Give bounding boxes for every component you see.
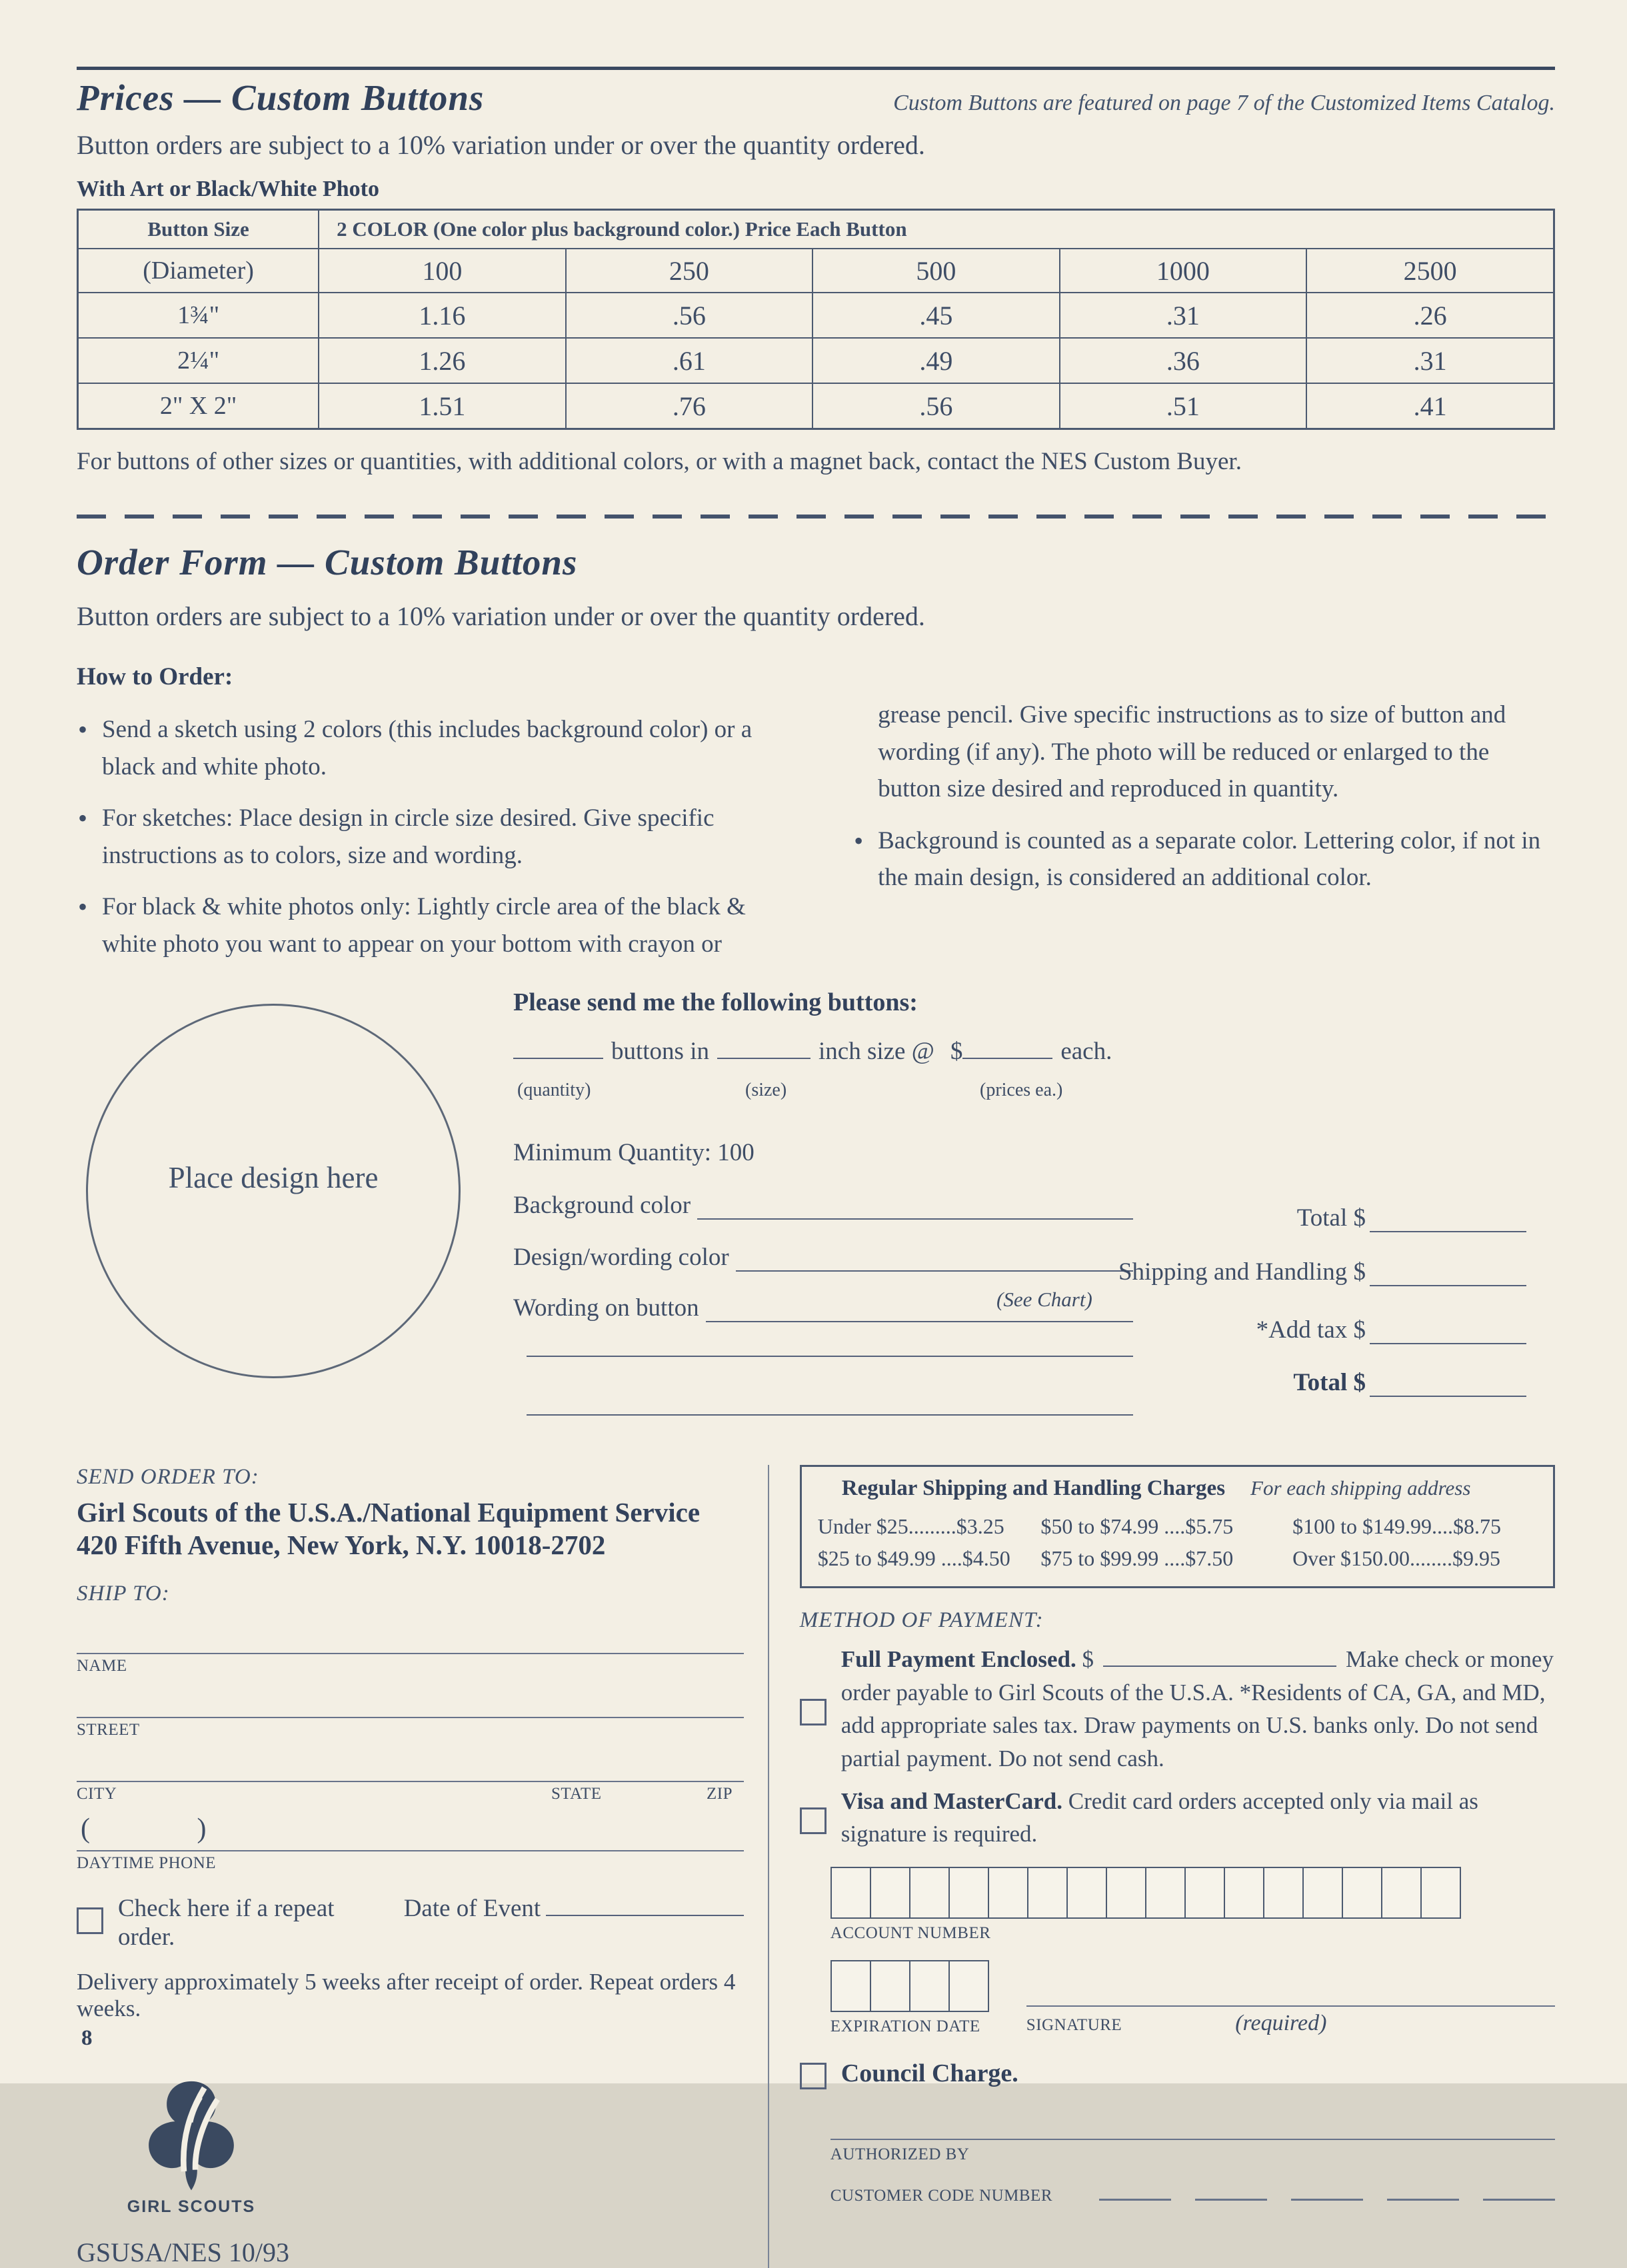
phone-blank[interactable] [77,1813,744,1851]
howto-bullet: • Send a sketch using 2 colors (this includes background color) or a black and white photo. [77,711,766,785]
qty-1000: 1000 [1060,249,1307,293]
price-cell: .61 [566,338,813,383]
authorized-by-label: AUTHORIZED BY [830,2145,970,2164]
repeat-order-label: Check here if a repeat order. [118,1895,335,1951]
sub-label-size: (size) [745,1080,787,1100]
sub-label-prices: (prices ea.) [980,1080,1063,1100]
design-circle-label: Place design here [168,1161,379,1194]
price-cell: 1.26 [319,338,566,383]
table-row [78,383,1554,429]
phone-field [77,1813,744,1873]
visa-mastercard-checkbox[interactable] [800,1807,826,1834]
howto-right-column [852,696,1555,962]
council-charge-checkbox[interactable] [800,2063,826,2089]
background-color-label: Background color [513,1192,691,1219]
how-to-order-heading: How to Order: [77,663,233,690]
shipping-blank[interactable] [1370,1258,1526,1286]
how-to-order-columns [77,696,1555,962]
date-of-event-blank[interactable] [546,1890,744,1916]
council-charge-label: Council Charge. [840,2059,1018,2088]
wording-label: Wording on button [513,1294,699,1322]
design-color-label: Design/wording color [513,1244,729,1271]
street-label: STREET [77,1721,140,1739]
customer-code-block [830,2187,1555,2205]
design-placement-circle[interactable] [86,1004,461,1378]
price-cell: .51 [1060,383,1307,429]
price-cell: .26 [1306,293,1554,338]
variation-note: Button orders are subject to a 10% variation under or over the quantity ordered. [77,130,925,160]
each-text: each. [1060,1037,1112,1065]
grand-total-row [996,1368,1526,1397]
howto-bullet: • For black & white photos only: Lightly circle area of the black & white photo you want to appear on your bottom with crayon or [77,888,766,962]
page-number: 8 [81,2026,93,2050]
howto-left-column [77,696,766,962]
name-field [77,1617,744,1676]
col-button-size: Button Size [78,210,319,249]
price-cell: .45 [813,293,1059,338]
full-payment-checkbox[interactable] [800,1699,826,1725]
grand-total-label: Total $ [1293,1369,1366,1396]
total-row [996,1204,1526,1232]
shipping-label: Shipping and Handling $ [1118,1258,1366,1286]
charge-item: $25 to $49.99 ....$4.50 [817,1546,1010,1570]
price-cell: 1.16 [319,293,566,338]
shipping-charges-grid [818,1510,1537,1574]
howto-bullet: • Background is counted as a separate color. Lettering color, if not in the main design, is considered an additional color. [852,822,1555,896]
expiration-block [830,1960,989,2036]
bottom-section [77,1465,1555,2268]
paren-open: ( [81,1813,90,1845]
table-header-row [78,210,1554,249]
city-state-zip-labels [77,1785,744,1807]
payment-column [800,1465,1555,2268]
expiration-date-boxes[interactable] [830,1960,989,2012]
name-blank[interactable] [77,1617,744,1654]
price-cell: .36 [1060,338,1307,383]
order-form-title: Order Form — Custom Buttons [77,542,578,582]
totals-column [996,1204,1526,1397]
org-address: 420 Fifth Avenue, New York, N.Y. 10018-2702 [77,1530,606,1561]
full-payment-option [800,1642,1555,1775]
price-cell: .76 [566,383,813,429]
paren-close: ) [197,1813,207,1845]
girl-scouts-trefoil-icon [141,2078,241,2193]
visa-mastercard-text [841,1785,1555,1851]
column-divider [768,1465,769,2268]
table-quantity-row [78,249,1554,293]
customer-code-dashes[interactable] [1075,2195,1555,2201]
price-cell: .41 [1306,383,1554,429]
customer-code-label: CUSTOMER CODE NUMBER [830,2187,1052,2205]
price-table-heading: With Art or Black/White Photo [77,177,379,201]
city-label: CITY [77,1785,117,1803]
date-of-event-label: Date of Event [403,1895,541,1923]
signature-blank[interactable] [1026,1979,1555,2007]
city-state-zip-blank[interactable] [77,1745,744,1782]
shipping-box-title: Regular Shipping and Handling Charges [841,1476,1226,1500]
full-payment-label: Full Payment Enclosed. [840,1646,1076,1672]
shipping-row [996,1258,1526,1286]
account-number-label: ACCOUNT NUMBER [830,1924,991,1943]
qty-100: 100 [319,249,566,293]
full-payment-dollar: $ [1082,1646,1094,1672]
quantity-blank[interactable] [513,1032,603,1059]
method-of-payment-heading: METHOD OF PAYMENT: [799,1608,1044,1632]
charge-item: Under $25.........$3.25 [817,1514,1004,1538]
add-tax-blank[interactable] [1370,1316,1526,1344]
howto-continuation: grease pencil. Give specific instructions as to size of button and wording (if any). The photo will be reduced or enlarged to the button size desired and reproduced in quantity. [878,701,1506,802]
col-2color-header: 2 COLOR (One color plus background color.) Price Each Button [319,210,1554,249]
request-heading: Please send me the following buttons: [513,988,918,1016]
street-blank[interactable] [77,1681,744,1718]
grand-total-blank[interactable] [1370,1369,1526,1397]
zip-label: ZIP [707,1785,733,1803]
org-name: Girl Scouts of the U.S.A./National Equipment Service [77,1497,701,1528]
charge-item: $100 to $149.99....$8.75 [1292,1514,1501,1538]
expiration-date-label: EXPIRATION DATE [830,2017,980,2036]
name-label: NAME [77,1657,127,1676]
girl-scouts-logo-text: GIRL SCOUTS [127,2197,256,2217]
signature-required-note: (required) [1235,2011,1327,2036]
total-blank[interactable] [1370,1204,1526,1232]
qty-2500: 2500 [1306,249,1554,293]
sub-label-quantity: (quantity) [517,1080,591,1100]
size-cell: 2¼" [78,338,319,383]
price-cell: .56 [813,383,1059,429]
account-number-boxes[interactable] [830,1867,1555,1919]
shipping-box-title-row [818,1476,1537,1501]
price-cell: 1.51 [319,383,566,429]
add-tax-row [996,1316,1526,1344]
visa-mastercard-body: Credit card orders accepted only via mail as signature is required. [840,1787,1478,1847]
price-cell: .31 [1060,293,1307,338]
table-row [78,293,1554,338]
expiration-signature-row [830,1960,1555,2036]
prices-title-row [77,77,1555,119]
minimum-quantity: Minimum Quantity: 100 [513,1139,755,1166]
authorized-by-block [830,2119,1555,2164]
full-payment-body: Make check or money order payable to Girl Scouts of the U.S.A. *Residents of CA, GA, and MD, add appropriate sales tax. Draw payments on U.S. banks only. Do not send partial payment. Do not send cash. [840,1646,1554,1772]
price-cell: .56 [566,293,813,338]
quantity-line [513,1032,1112,1066]
city-state-zip-field [77,1745,744,1807]
top-rule [77,67,1555,70]
state-label: STATE [551,1785,602,1803]
shipping-charges-box [800,1465,1555,1588]
price-cell: .31 [1306,338,1554,383]
send-order-column [77,1465,744,2268]
request-form-section [77,974,1555,1456]
full-payment-text [841,1642,1555,1775]
table-row [78,338,1554,383]
dollar-sign: $ [950,1037,963,1065]
phone-label: DAYTIME PHONE [77,1854,217,1873]
diameter-label: (Diameter) [78,249,319,293]
charge-item: $50 to $74.99 ....$5.75 [1040,1514,1234,1538]
inch-size-text: inch size @ [818,1037,934,1065]
signature-label: SIGNATURE [1026,2016,1122,2035]
full-payment-amount-blank[interactable] [1103,1642,1336,1667]
dashed-divider [77,515,1555,519]
price-cell: .49 [813,338,1059,383]
catalog-note: Custom Buttons are featured on page 7 of the Customized Items Catalog. [893,91,1555,115]
prices-title: Prices — Custom Buttons [77,77,485,118]
variation-note-2: Button orders are subject to a 10% variation under or over the quantity ordered. [77,601,925,631]
add-tax-label: *Add tax $ [1256,1316,1366,1344]
extra-wording-line-2[interactable] [527,1414,1133,1416]
qty-500: 500 [813,249,1059,293]
repeat-order-checkbox[interactable] [77,1907,103,1934]
size-cell: 1¾" [78,293,319,338]
howto-bullet: • For sketches: Place design in circle size desired. Give specific instructions as to colors, size and wording. [77,800,766,874]
size-blank[interactable] [717,1032,811,1059]
price-blank[interactable] [962,1032,1052,1059]
girl-scouts-logo [125,2078,258,2217]
total-label: Total $ [1296,1204,1366,1232]
signature-block [1026,1960,1555,2036]
delivery-note: Delivery approximately 5 weeks after receipt of order. Repeat orders 4 weeks. [77,1969,736,2022]
qty-250: 250 [566,249,813,293]
visa-mastercard-option [800,1785,1555,1851]
visa-mastercard-label: Visa and MasterCard. [840,1787,1062,1814]
price-table [77,209,1555,430]
buttons-in-text: buttons in [611,1037,709,1065]
size-cell: 2" X 2" [78,383,319,429]
ship-to-heading: SHIP TO: [77,1582,170,1606]
street-field [77,1681,744,1739]
quantity-sublabels [513,1080,1146,1106]
see-chart-note: (See Chart) [996,1288,1092,1311]
shipping-box-subtitle: For each shipping address [1250,1476,1471,1500]
form-code: GSUSA/NES 10/93 [77,2237,289,2268]
send-order-heading: SEND ORDER TO: [77,1465,259,1489]
repeat-order-row [77,1890,744,1951]
signature-labels [1026,2011,1555,2036]
contact-note: For buttons of other sizes or quantities, with additional colors, or with a magnet back, contact the NES Custom Buyer. [77,448,1242,475]
charge-item: $75 to $99.99 ....$7.50 [1040,1546,1234,1570]
authorized-by-blank[interactable] [830,2119,1555,2140]
council-charge-option [800,2056,1555,2092]
account-number-block [830,1867,1555,1943]
charge-item: Over $150.00........$9.95 [1292,1546,1501,1570]
